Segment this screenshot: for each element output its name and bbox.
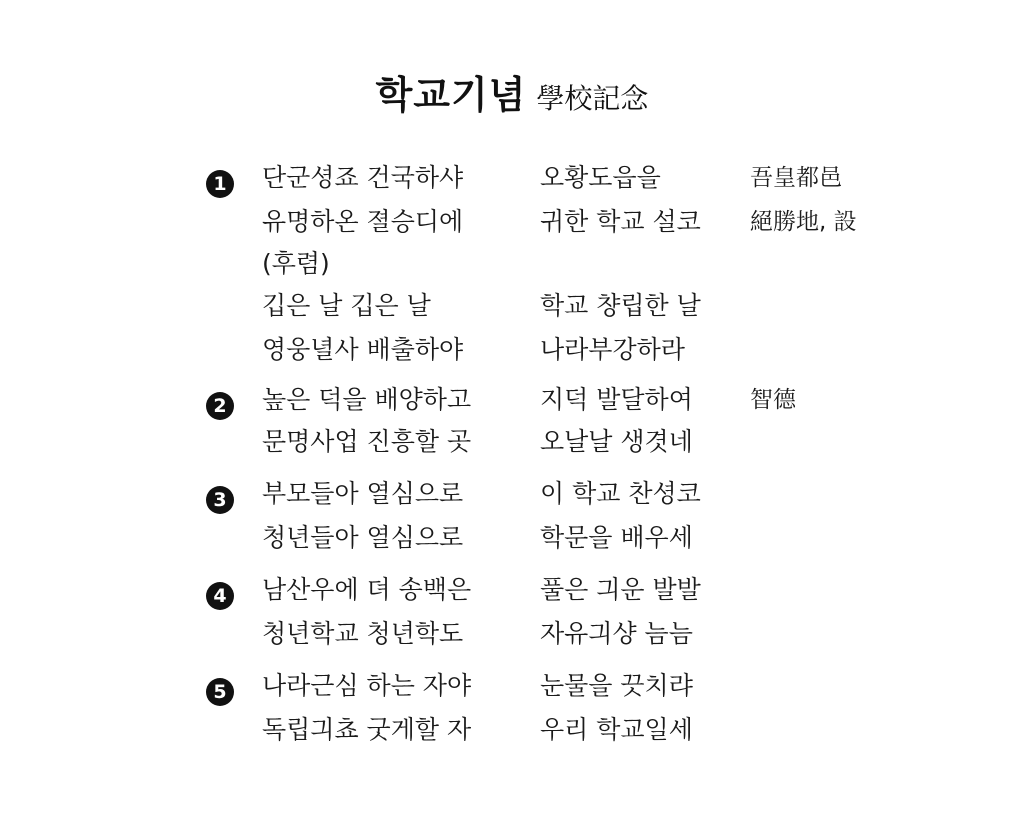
lyric-line: 지덕 발달하여	[540, 385, 693, 414]
refrain-label: (후렴)	[262, 249, 330, 278]
lyric-line: 청년학교 청년학도	[262, 619, 464, 648]
hanja-gloss: 吾皇都邑	[750, 165, 842, 191]
lyric-line: 오황도읍을	[540, 163, 661, 192]
lyric-line: 청년들아 열심으로	[262, 523, 464, 552]
hanja-gloss: 絕勝地, 設	[750, 209, 857, 235]
lyric-line: 단군셩죠 건국하샤	[262, 163, 464, 192]
lyric-line: 나라근심 하는 자야	[262, 671, 472, 700]
verse-number-badge: 5	[206, 678, 234, 706]
title-hanja: 學校記念	[536, 82, 649, 115]
verse-number-badge: 3	[206, 486, 234, 514]
lyric-line: 부모들아 열심으로	[262, 479, 464, 508]
lyric-line: 문명사업 진흥할 곳	[262, 427, 472, 456]
lyric-line: 유명하온 졀승디에	[262, 207, 464, 236]
verse-number-badge: 4	[206, 582, 234, 610]
title-korean: 학교기념	[375, 73, 527, 117]
lyric-line: 우리 학교일세	[540, 715, 693, 744]
verse-number-badge: 2	[206, 392, 234, 420]
lyric-line: 영웅녈사 배출하야	[262, 335, 464, 364]
lyric-line: 독립긔쵸 굿게할 자	[262, 715, 472, 744]
lyric-line: 학문을 배우세	[540, 523, 693, 552]
hanja-gloss: 智德	[750, 387, 796, 413]
verse-number-badge: 1	[206, 170, 234, 198]
lyric-line: 이 학교 찬셩코	[540, 479, 701, 508]
lyric-line: 남산우에 뎌 송백은	[262, 575, 472, 604]
lyric-line: 높은 덕을 배양하고	[262, 385, 472, 414]
lyric-line: 귀한 학교 설코	[540, 207, 701, 236]
song-title	[0, 64, 1024, 119]
lyric-line: 학교 챵립한 날	[540, 291, 701, 320]
lyric-line: 오날날 생겻네	[540, 427, 693, 456]
lyric-line: 깁은 날 깁은 날	[262, 291, 431, 320]
lyric-line: 풀은 긔운 발발	[540, 575, 701, 604]
lyric-line: 자유긔샹 늠늠	[540, 619, 693, 648]
lyric-line: 나라부강하라	[540, 335, 685, 364]
lyric-line: 눈물을 끗치랴	[540, 671, 693, 700]
